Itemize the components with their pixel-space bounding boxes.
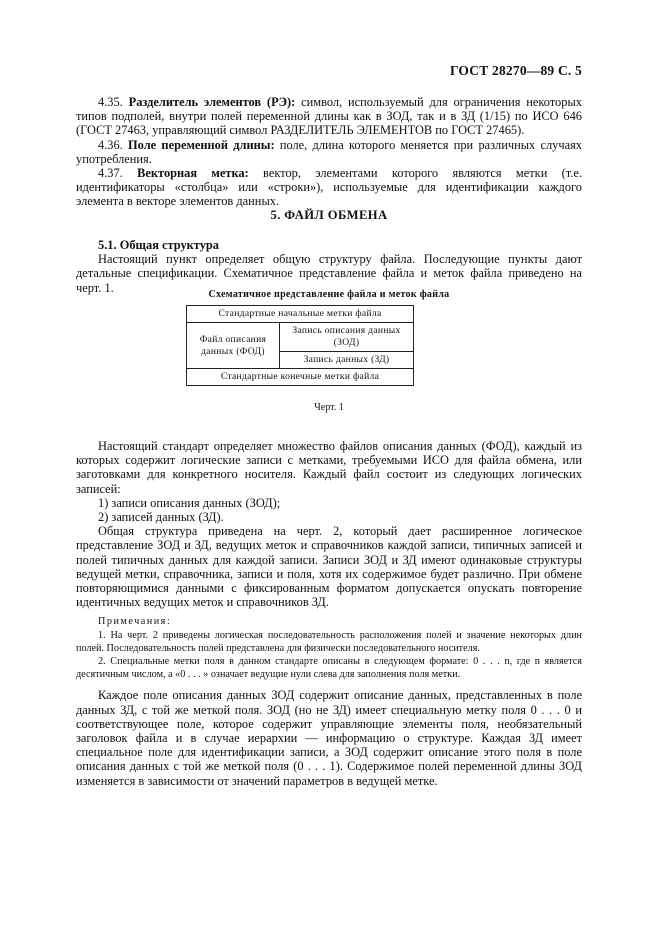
cell-fod: Файл описания данных (ФОД)	[187, 323, 280, 369]
final-paragraph: Каждое поле описания данных ЗОД содержит описание данных, представленных в поле данных ЗД, с той же меткой поля. ЗОД (но не ЗД) имеет специальную метку поля 0 . . . 0 и соответствующее поле, которое содержит управляющие элементы поля, необязательный заголовок файла и в случае иерархии — информацию о структуре. Каждая ЗД имеет специальное поле для идентификации записи, а ЗОД содержит описание этого поля в поле описания данных с той же меткой поля (0 . . . 1). Содержимое полей переменной длины ЗОД изменяется в зависимости от значений параметров в ведущей метке.	[76, 688, 582, 788]
list-item: 2) записей данных (ЗД).	[98, 510, 224, 525]
page-header: ГОСТ 28270—89 С. 5	[449, 63, 582, 78]
figure-label: Черт. 1	[314, 402, 344, 413]
subsection-title: Общая структура	[119, 238, 219, 252]
notes-block	[76, 615, 582, 681]
row-end-labels: Стандартные конечные метки файла	[187, 369, 414, 386]
figure-caption: Схематичное представление файла и меток файла	[208, 289, 450, 300]
intro-paragraph: Настоящий пункт определяет общую структуру файла. Последующие пункты дают детальные спецификации. Схематичное представление файла и меток файла приведено на черт. 1.	[76, 252, 582, 295]
set-paragraph: Настоящий стандарт определяет множество файлов описания данных (ФОД), каждый из которых содержит логические записи с метками, требуемыми ИСО для файла обмена, или заготовками для конкретного носителя. Каждый файл состоит из следующих логических записей:	[76, 439, 582, 496]
subsection-heading	[76, 238, 582, 252]
note-1: 1. На черт. 2 приведены логическая последовательность расположения полей и значение некоторых длин полей. Последовательность полей представлена для физически последовательного носителя.	[76, 629, 582, 654]
clause-number: 4.37.	[98, 166, 123, 181]
definitions-block	[76, 95, 582, 209]
term: Векторная метка:	[137, 166, 249, 181]
paragraph-4-36	[76, 138, 582, 166]
body-block	[76, 439, 582, 788]
cell-zd: Запись данных (ЗД)	[280, 352, 414, 369]
paragraph-4-37	[76, 166, 582, 209]
term: Поле переменной длины:	[128, 137, 275, 152]
term: Разделитель элементов (РЭ):	[128, 95, 296, 109]
subsection-number: 5.1.	[98, 238, 117, 252]
section-title: 5. ФАЙЛ ОБМЕНА	[270, 208, 388, 222]
clause-number: 4.36.	[98, 137, 123, 152]
clause-number: 4.35.	[98, 95, 123, 109]
file-structure-figure	[186, 305, 414, 386]
note-2: 2. Специальные метки поля в данном стандарте описаны в следующем формате: 0 . . . n, где n является десятичным числом, а «0 . . . » означает ведущие нули слева для заполнения поля метки.	[76, 656, 582, 681]
definition: символ, используемый для ограничения некоторых типов подполей, внутри полей переменной длины как в ЗОД, так и в ЗД (1/15) по ИСО 646 (ГОСТ 27463, управляющий символ РАЗДЕЛИТЕЛЬ ЭЛЕМЕНТОВ по ГОСТ 27465).	[76, 95, 582, 138]
subsection-block	[76, 238, 582, 295]
paragraph-4-35	[76, 95, 582, 138]
definition: поле, длина которого меняется при различных случаях употребления.	[76, 137, 582, 166]
list-item: 1) записи описания данных (ЗОД);	[98, 495, 281, 510]
notes-heading: Примечания:	[98, 616, 172, 628]
cell-zod: Запись описания данных (ЗОД)	[280, 323, 414, 352]
definition: вектор, элементами которого являются метки (т.е. идентификаторы «столбца» или «строки»), используемые для идентификации каждого элемента в векторе элементов данных.	[76, 166, 582, 209]
general-paragraph: Общая структура приведена на черт. 2, который дает расширенное логическое представление ЗОД и ЗД, ведущих меток и справочников каждой записи, типичных записей и полей типичных данных для каждой записи. Записи ЗОД и ЗД имеют одинаковые структуры ведущей метки, справочника, записи и поля, хотя их содержимое будет различно. При обмене повторяющимися данными с фиксированным форматом допускается опускать повторение идентичных ведущих меток и справочников ЗД.	[76, 524, 582, 610]
row-start-labels: Стандартные начальные метки файла	[187, 306, 414, 323]
